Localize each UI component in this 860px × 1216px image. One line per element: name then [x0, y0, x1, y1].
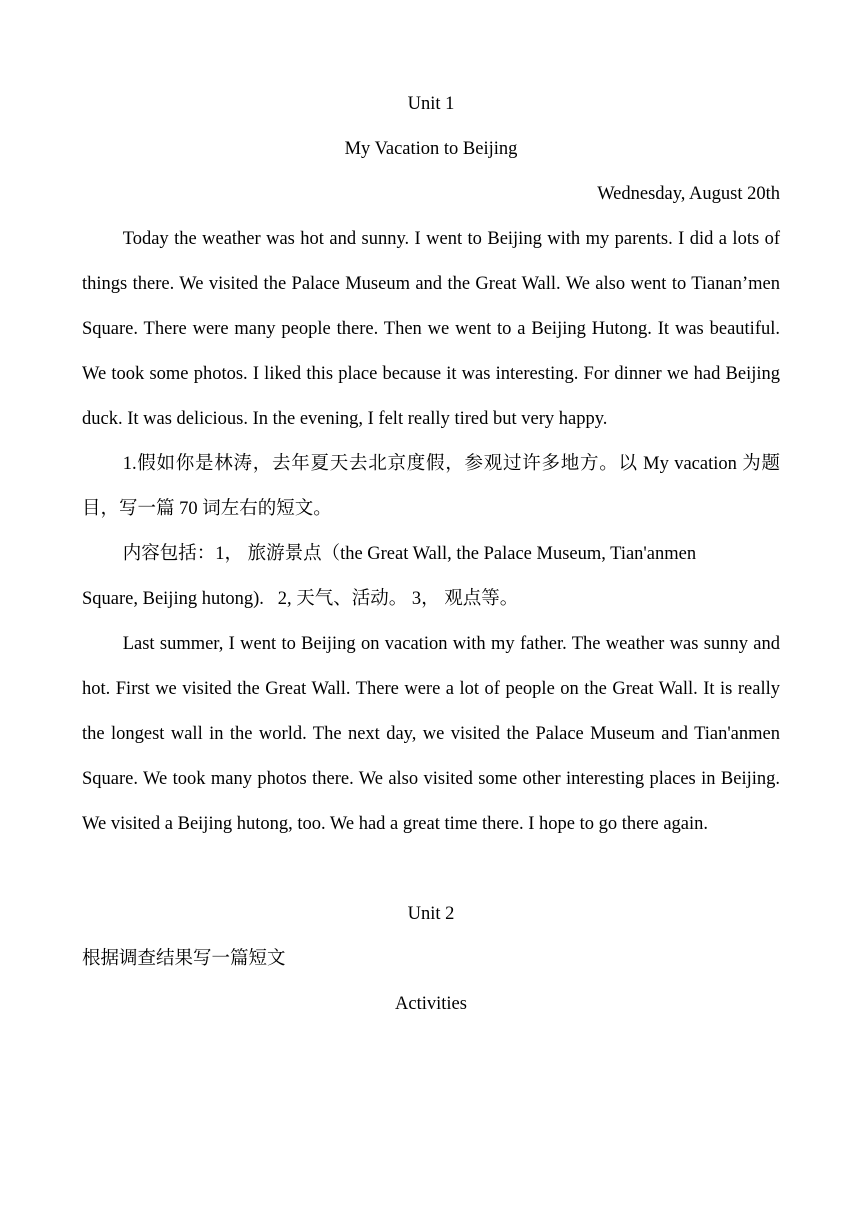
- unit1-title: My Vacation to Beijing: [344, 139, 518, 159]
- diary-paragraph: Today the weather was hot and sunny. I went to Beijing with my parents. I did a lots of things there. We visited the Palace Museum and the Great Wall. We also went to Tianan’men Square. There were many people there. Then we went to a Beijing Hutong. It was beautiful. We took some photos. I liked this place because it was interesting. For dinner we had Beijing duck. It was delicious. In the evening, I felt really tired but very happy.: [82, 229, 780, 429]
- unit2-title: Activities: [395, 994, 467, 1014]
- section-gap: [82, 847, 780, 892]
- diary-date: Wednesday, August 20th: [597, 184, 780, 204]
- unit2-heading: Unit 2: [407, 904, 455, 924]
- unit1-heading: Unit 1: [407, 94, 455, 114]
- task-content-line-1: 内容包括：1， 旅游景点（the Great Wall, the Palace Museum, Tian'anmen: [122, 544, 697, 564]
- document-page: [82, 82, 780, 1027]
- task-content-line-2: Square, Beijing hutong). 2, 天气、活动。 3， 观点等。: [82, 589, 519, 609]
- sample-essay: Last summer, I went to Beijing on vacation with my father. The weather was sunny and hot. First we visited the Great Wall. There were a lot of people on the Great Wall. It is really the longest wall in the world. The next day, we visited the Palace Museum and Tian'anmen Square. We took many photos there. We also visited some other interesting places in Beijing. We visited a Beijing hutong, too. We had a great time there. I hope to go there again.: [82, 634, 780, 834]
- writing-task: 1.假如你是林涛，去年夏天去北京度假，参观过许多地方。以 My vacation 为题目，写一篇 70 词左右的短文。: [82, 454, 780, 519]
- unit2-instruction: 根据调查结果写一篇短文: [82, 949, 286, 969]
